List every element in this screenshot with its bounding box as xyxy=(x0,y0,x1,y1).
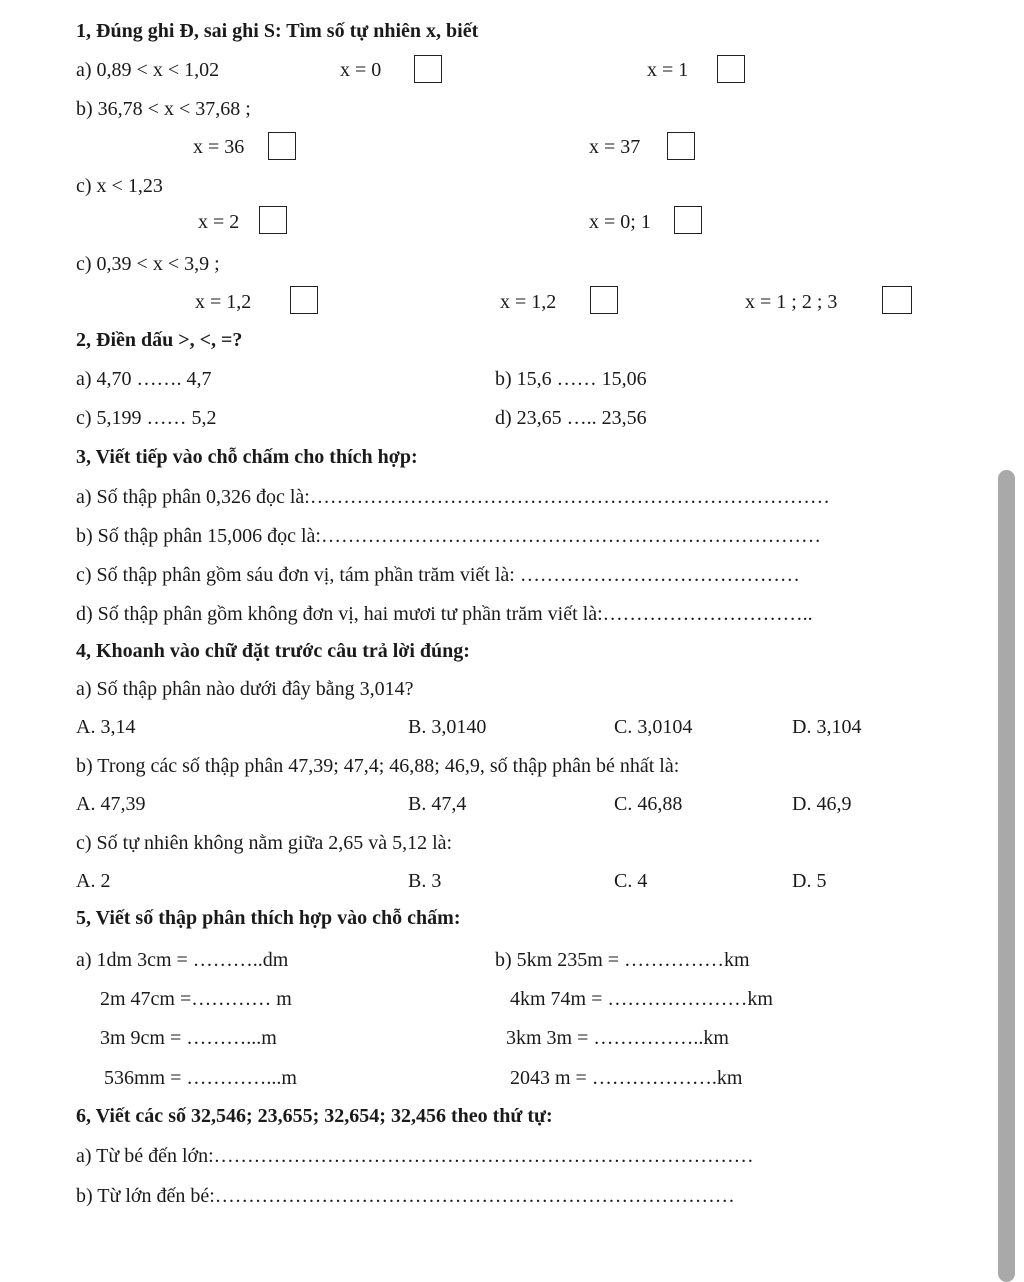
q2-title: 2, Điền dấu >, <, =? xyxy=(76,329,243,351)
q1d-option-3: x = 1 ; 2 ; 3 xyxy=(745,291,838,313)
q1d-label: c) 0,39 < x < 3,9 ; xyxy=(76,253,220,275)
q3b-item: b) Số thập phân 15,006 đọc là:………………………………………………………………… xyxy=(76,525,821,547)
q1c-option-2: x = 0; 1 xyxy=(589,211,651,233)
q4b-choice-b[interactable]: B. 47,4 xyxy=(408,793,467,815)
q3c-item: c) Số thập phân gồm sáu đơn vị, tám phần trăm viết là: …………………………………… xyxy=(76,564,800,586)
q1c-option-1: x = 2 xyxy=(198,211,240,233)
q2d-item: d) 23,65 ….. 23,56 xyxy=(495,407,647,429)
q1b-answer-box-1[interactable] xyxy=(268,132,296,160)
q5-left-row: a) 1dm 3cm = ………..dm xyxy=(76,949,289,971)
q2c-item: c) 5,199 …… 5,2 xyxy=(76,407,217,429)
q4b-question: b) Trong các số thập phân 47,39; 47,4; 46,88; 46,9, số thập phân bé nhất là: xyxy=(76,755,680,777)
q6a-item: a) Từ bé đến lớn:……………………………………………………………………… xyxy=(76,1145,754,1167)
q2b-item: b) 15,6 …… 15,06 xyxy=(495,368,647,390)
q1a-option-1: x = 0 xyxy=(340,59,382,81)
q1c-label: c) x < 1,23 xyxy=(76,175,163,197)
q3d-item: d) Số thập phân gồm không đơn vị, hai mươi tư phần trăm viết là:………………………….. xyxy=(76,603,813,625)
q1c-answer-box-1[interactable] xyxy=(259,206,287,234)
q1b-answer-box-2[interactable] xyxy=(667,132,695,160)
q1d-answer-box-1[interactable] xyxy=(290,286,318,314)
q4b-choice-a[interactable]: A. 47,39 xyxy=(76,793,146,815)
q4c-question: c) Số tự nhiên không nằm giữa 2,65 và 5,12 là: xyxy=(76,832,453,854)
q4-title: 4, Khoanh vào chữ đặt trước câu trả lời đúng: xyxy=(76,640,470,662)
q5-right-row: 4km 74m = …………………km xyxy=(510,988,773,1010)
q5-right-row: 2043 m = ……………….km xyxy=(510,1067,743,1089)
q1d-option-2: x = 1,2 xyxy=(500,291,557,313)
q1a-answer-box-2[interactable] xyxy=(717,55,745,83)
q4b-choice-c[interactable]: C. 46,88 xyxy=(614,793,683,815)
q4a-choice-c[interactable]: C. 3,0104 xyxy=(614,716,693,738)
q4a-choice-b[interactable]: B. 3,0140 xyxy=(408,716,487,738)
q2a-item: a) 4,70 ……. 4,7 xyxy=(76,368,212,390)
scrollbar-thumb[interactable] xyxy=(998,470,1015,1282)
q3a-item: a) Số thập phân 0,326 đọc là:…………………………………………………………………… xyxy=(76,486,830,508)
q4c-choice-a[interactable]: A. 2 xyxy=(76,870,111,892)
q1b-label: b) 36,78 < x < 37,68 ; xyxy=(76,98,251,120)
q6-title: 6, Viết các số 32,546; 23,655; 32,654; 32,456 theo thứ tự: xyxy=(76,1105,553,1127)
q1-title: 1, Đúng ghi Đ, sai ghi S: Tìm số tự nhiên x, biết xyxy=(76,20,479,42)
q1b-option-1: x = 36 xyxy=(193,136,245,158)
q4b-choice-d[interactable]: D. 46,9 xyxy=(792,793,852,815)
q5-left-row: 3m 9cm = ………...m xyxy=(100,1027,277,1049)
q1d-option-1: x = 1,2 xyxy=(195,291,252,313)
q6b-item: b) Từ lớn đến bé:…………………………………………………………………… xyxy=(76,1185,735,1207)
q1a-label: a) 0,89 < x < 1,02 xyxy=(76,59,220,81)
q4a-choice-d[interactable]: D. 3,104 xyxy=(792,716,862,738)
q1d-answer-box-3[interactable] xyxy=(882,286,912,314)
q5-title: 5, Viết số thập phân thích hợp vào chỗ chấm: xyxy=(76,907,461,929)
q1a-answer-box-1[interactable] xyxy=(414,55,442,83)
q5-right-row: b) 5km 235m = ……………km xyxy=(495,949,750,971)
q1b-option-2: x = 37 xyxy=(589,136,641,158)
q1c-answer-box-2[interactable] xyxy=(674,206,702,234)
q1d-answer-box-2[interactable] xyxy=(590,286,618,314)
q5-left-row: 536mm = …………...m xyxy=(104,1067,297,1089)
q4c-choice-d[interactable]: D. 5 xyxy=(792,870,827,892)
q4c-choice-c[interactable]: C. 4 xyxy=(614,870,648,892)
q5-left-row: 2m 47cm =………… m xyxy=(100,988,292,1010)
q4a-choice-a[interactable]: A. 3,14 xyxy=(76,716,136,738)
q4c-choice-b[interactable]: B. 3 xyxy=(408,870,442,892)
q3-title: 3, Viết tiếp vào chỗ chấm cho thích hợp: xyxy=(76,446,418,468)
q1a-option-2: x = 1 xyxy=(647,59,689,81)
q5-right-row: 3km 3m = ……………..km xyxy=(506,1027,729,1049)
q4a-question: a) Số thập phân nào dưới đây bằng 3,014? xyxy=(76,678,414,700)
